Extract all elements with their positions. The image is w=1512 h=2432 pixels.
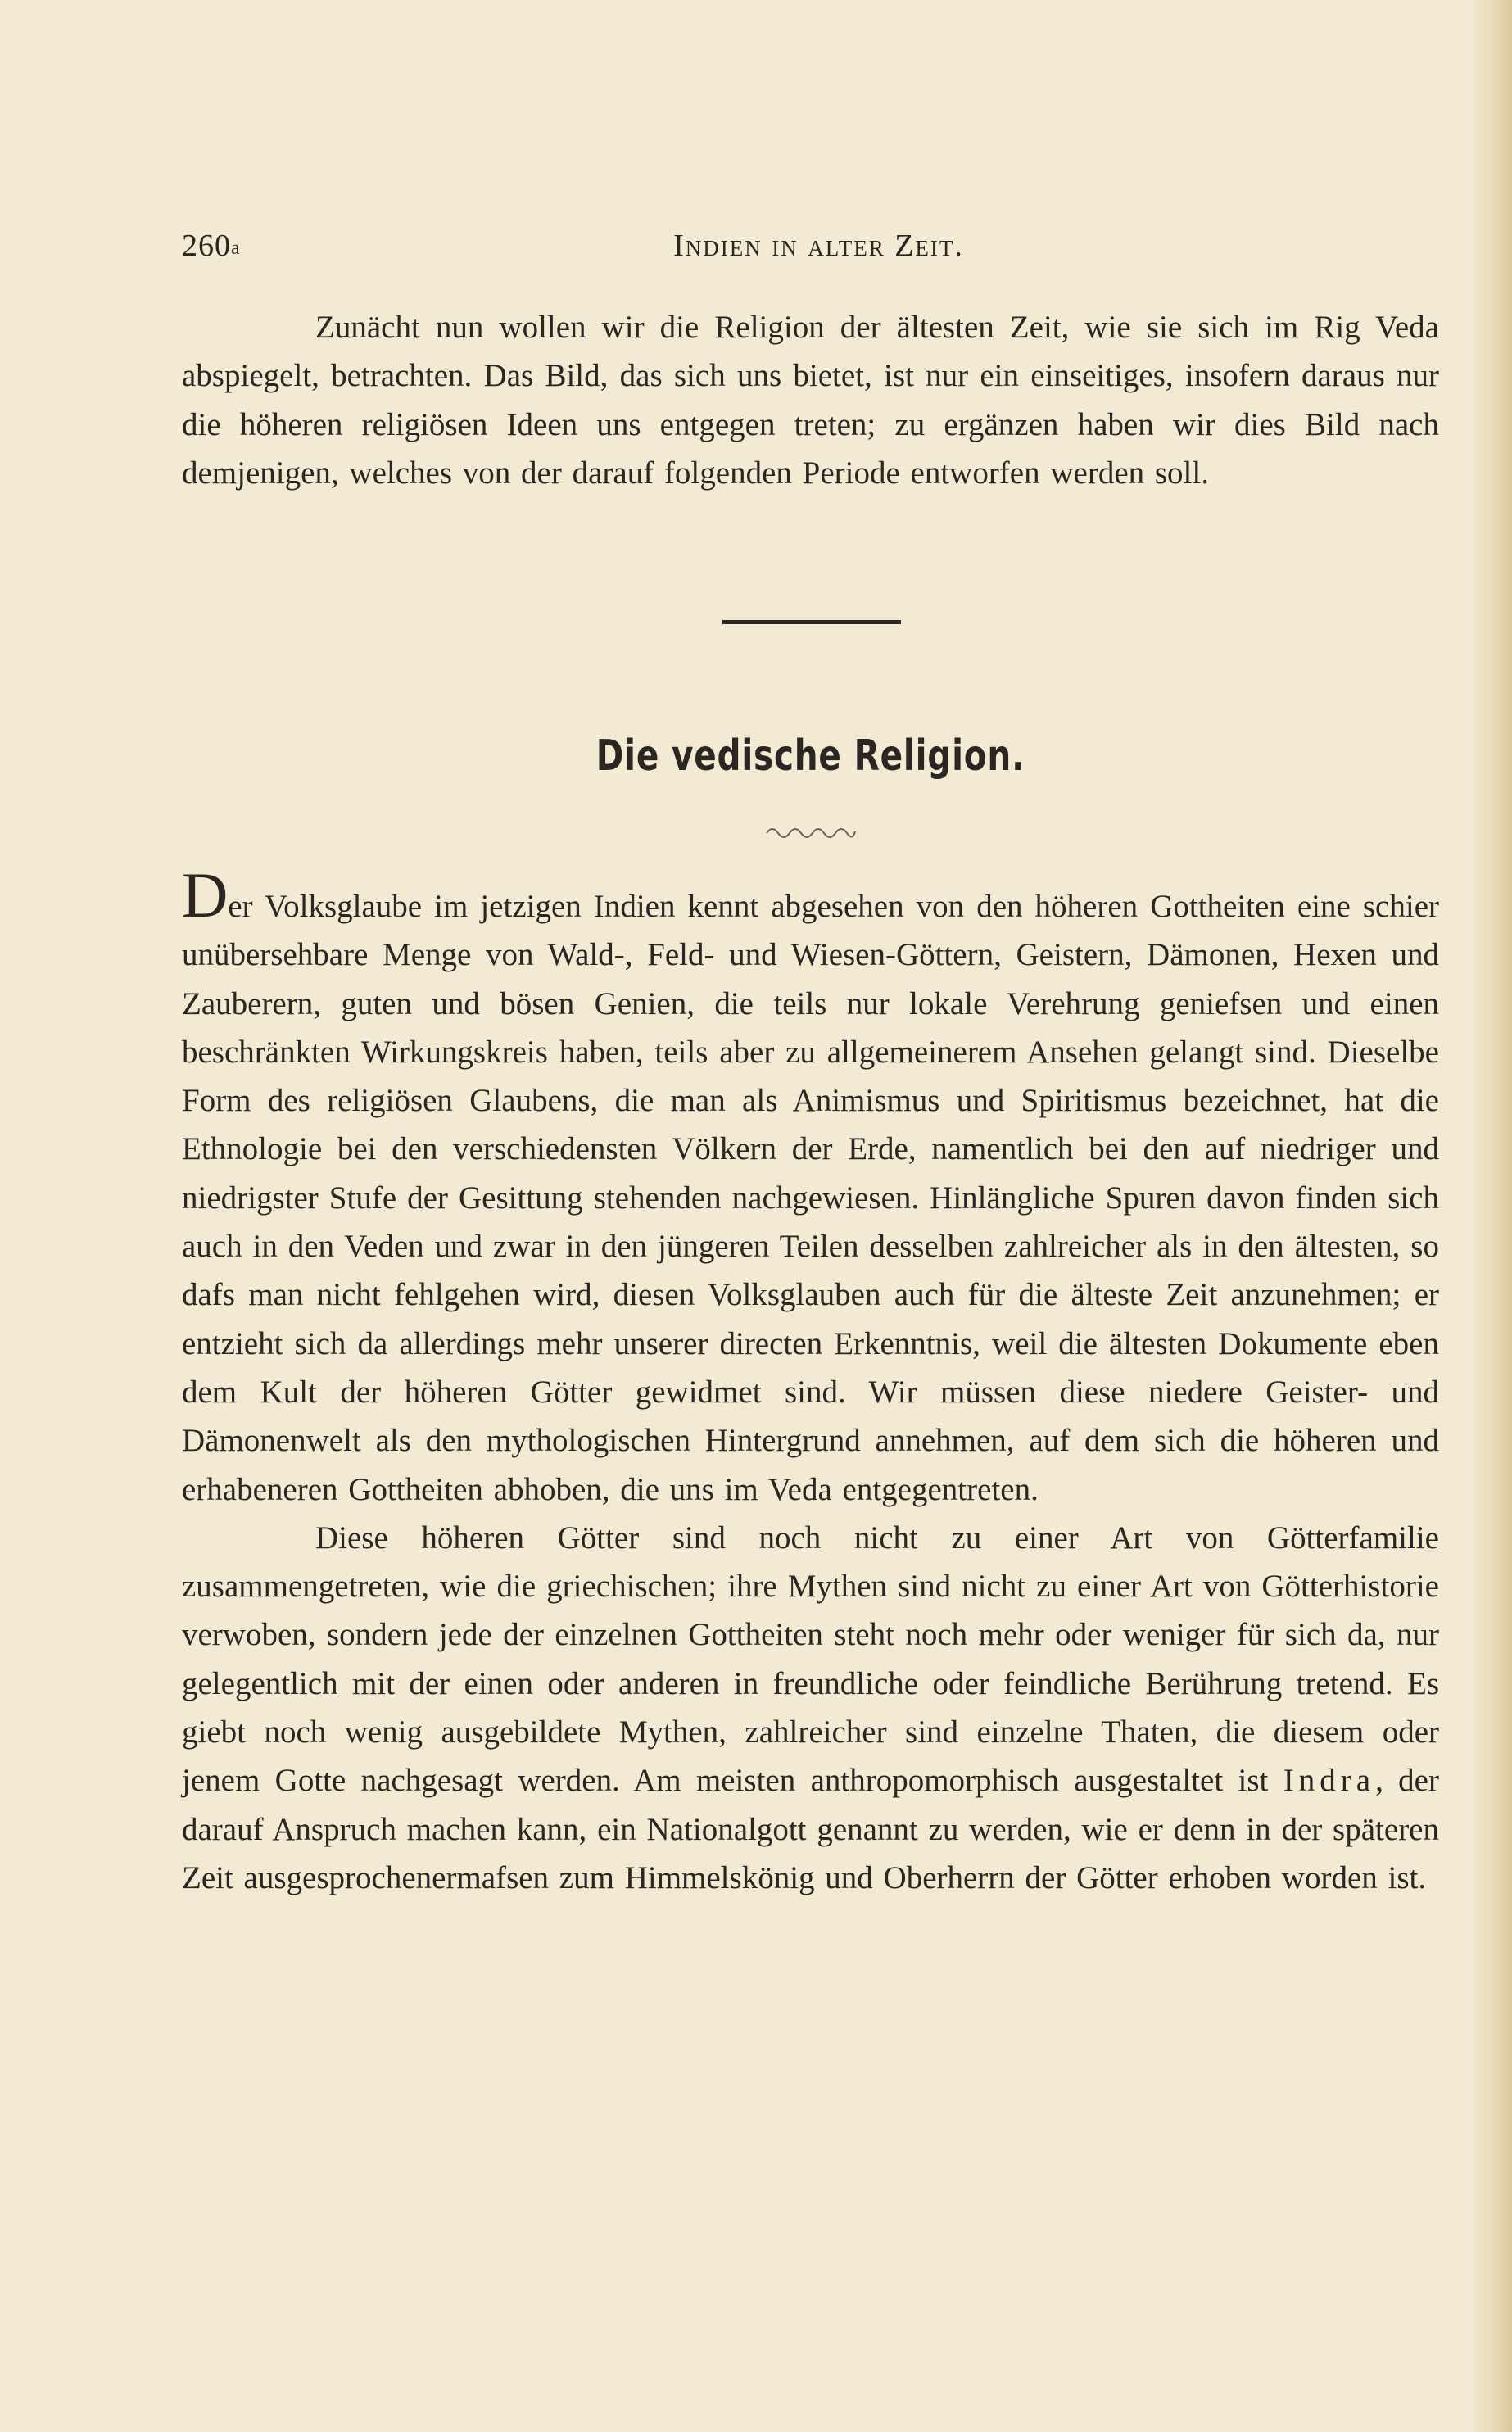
intro-block [182,303,1439,497]
ornament-squiggle [765,823,857,840]
page-number-suffix: a [231,238,241,259]
running-head [182,228,1455,269]
page-edge-shading [1474,0,1512,2432]
intro-paragraph: Zunächt nun wollen wir die Religion der ältesten Zeit, wie sie sich im Rig Veda abspiegelt, betrachten. Das Bild, das sich uns bietet, ist nur ein einseitiges, insofern daraus nur die höheren religiösen Ideen uns entgegen treten; zu ergänzen haben wir dies Bild nach demjenigen, welches von der darauf folgenden Periode entworfen werden soll. [182,310,1439,491]
section-heading: Die vedische Religion. [595,731,1025,781]
paragraph-volksglaube: Der Volksglaube im jetzigen Indien kennt abgesehen von den höheren Gottheiten eine schier unübersehbare Menge von Wald-, Feld- und Wiesen-Göttern, Geistern, Dämonen, Hexen und Zauberern, guten und bösen Genien, die teils nur lokale Verehrung geniefsen und einen beschränkten Wirkungskreis haben, teils aber zu allgemeinerem Ansehen gelangt sind. Dieselbe Form des religiösen Glaubens, die man als Animismus und Spiritismus bezeichnet, hat die Ethnologie bei den verschiedensten Völkern der Erde, namentlich bei den auf niedriger und niedrigster Stufe der Gesittung stehenden nachgewiesen. Hinlängliche Spuren davon finden sich auch in den Veden und zwar in den jüngeren Teilen desselben zahlreicher als in den ältesten, so dafs man nicht fehlgehen wird, diesen Volksglauben auch für die älteste Zeit anzunehmen; er entzieht sich da allerdings mehr unserer directen Erkenntnis, weil die ältesten Dokumente eben dem Kult der höheren Götter gewidmet sind. Wir müssen diese niedere Geister- und Dämonenwelt als den mythologischen Hintergrund annehmen, auf dem sich die höheren und erhabeneren Gottheiten abhoben, die uns im Veda entgegentreten. [182,859,1439,1507]
page-number: $260_a$ [182,229,241,263]
running-title: Indien in alter Zeit. [673,229,964,263]
paragraph-2-text-end: , der darauf Anspruch machen kann, ein Nationalgott genannt zu werden, wie er denn in der späteren Zeit ausgesprochenermafsen zum Himmelskönig und Oberherrn der Götter erhoben worden ist. [182,1763,1439,1895]
paragraph-hoehere-goetter [182,1514,1439,1902]
main-text-block [182,859,1439,1902]
paragraph-2-text-start: Diese höheren Götter sind noch nicht zu einer Art von Götterfamilie zusammengetreten, wie die griechischen; ihre Mythen sind nicht zu einer Art von Götterhistorie verwoben, sondern jede der einzelnen Gottheiten steht noch mehr oder weniger für sich da, nur gelegentlich mit der einen oder anderen in freundliche oder feindliche Berührung tretend. Es giebt noch wenig ausgebildete Mythen, zahlreicher sind einzelne Thaten, die diesem oder jenem Gotte nachgesagt werden. Am meisten anthropomorphisch ausgestaltet ist [182,1519,1439,1799]
section-divider-rule [722,620,901,624]
deity-name-indra: Indra [1283,1763,1376,1799]
